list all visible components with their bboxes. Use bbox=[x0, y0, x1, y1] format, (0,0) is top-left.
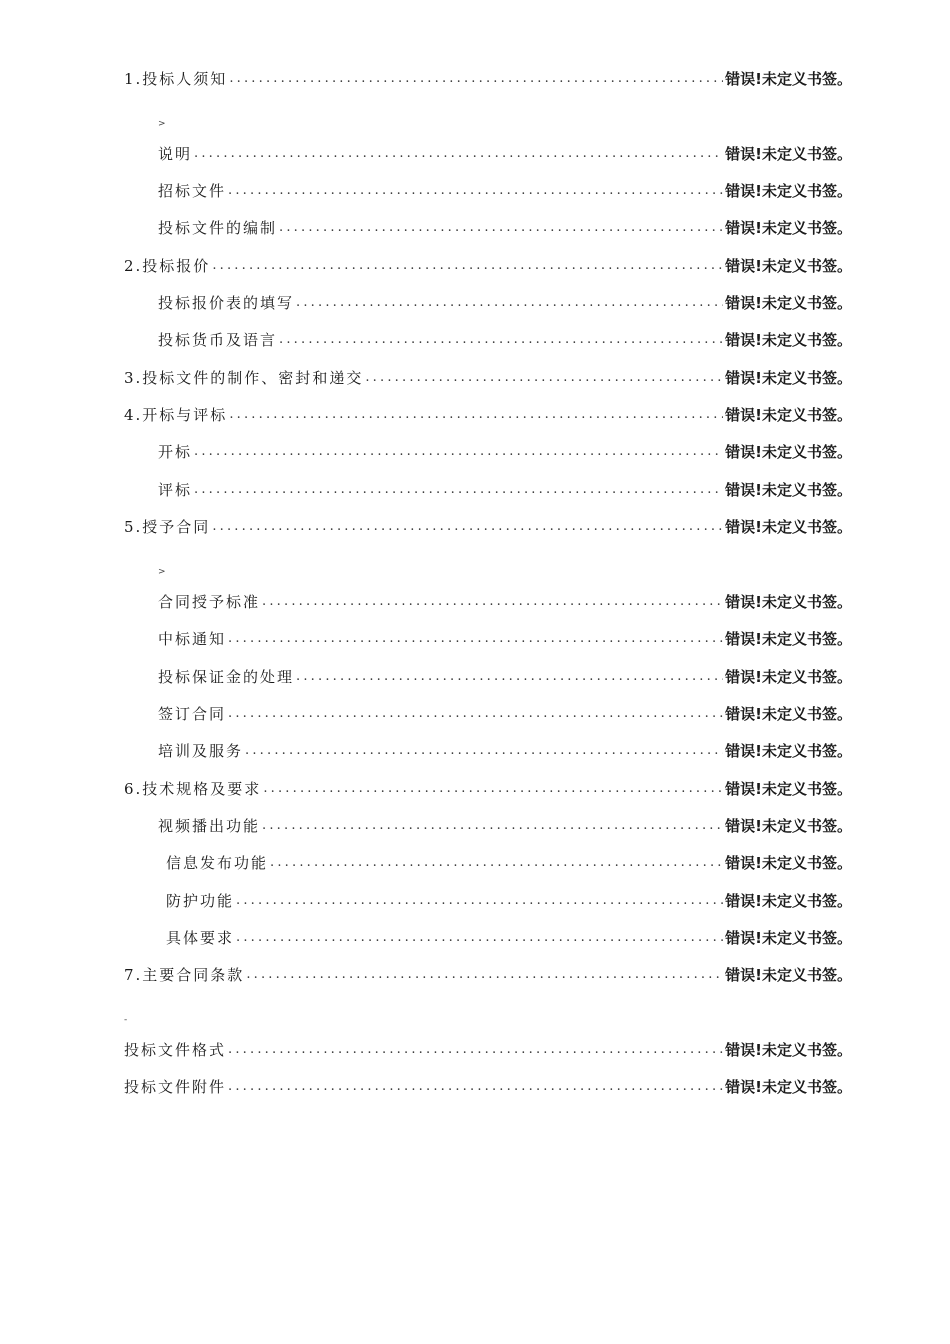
toc-entry[interactable] bbox=[124, 255, 852, 277]
toc-page-ref: 错误!未定义书签。 bbox=[725, 854, 852, 872]
stray-mark: - bbox=[124, 1015, 128, 1025]
toc-entry-label: 培训及服务 bbox=[158, 742, 244, 760]
toc-entry-label: 视频播出功能 bbox=[158, 817, 261, 835]
dot-leader bbox=[236, 890, 723, 912]
toc-page-ref: 错误!未定义书签。 bbox=[725, 593, 852, 611]
toc-entry-label: 3.投标文件的制作、密封和递交 bbox=[124, 369, 364, 387]
toc-entry-label: 招标文件 bbox=[158, 182, 227, 200]
toc-entry-label: 投标文件的编制 bbox=[158, 219, 278, 237]
stray-mark: > bbox=[158, 119, 166, 129]
toc-entry-label: 1.投标人须知 bbox=[124, 70, 228, 88]
dot-leader bbox=[296, 292, 723, 314]
toc-page-ref: 错误!未定义书签。 bbox=[725, 182, 852, 200]
toc-entry[interactable] bbox=[158, 441, 852, 463]
dot-leader bbox=[262, 815, 723, 837]
toc-page-ref: 错误!未定义书签。 bbox=[725, 780, 852, 798]
toc-entry[interactable] bbox=[158, 740, 852, 762]
dot-leader bbox=[365, 367, 723, 389]
dot-leader bbox=[228, 628, 723, 650]
toc-entry[interactable] bbox=[158, 815, 852, 837]
toc-entry[interactable] bbox=[158, 217, 852, 239]
toc-entry-label: 开标 bbox=[158, 443, 193, 461]
dot-leader bbox=[246, 964, 723, 986]
toc-entry-label: 5.授予合同 bbox=[124, 518, 211, 536]
dot-leader bbox=[262, 591, 723, 613]
toc-page-ref: 错误!未定义书签。 bbox=[725, 929, 852, 947]
toc-page-ref: 错误!未定义书签。 bbox=[725, 742, 852, 760]
toc-entry[interactable] bbox=[124, 404, 852, 426]
toc-entry-label: 签订合同 bbox=[158, 705, 227, 723]
dot-leader bbox=[279, 329, 723, 351]
toc-entry-label: 合同授予标准 bbox=[158, 593, 261, 611]
dot-leader bbox=[228, 703, 723, 725]
toc-entry[interactable] bbox=[124, 68, 852, 90]
dot-leader bbox=[228, 1076, 723, 1098]
toc-entry[interactable] bbox=[124, 778, 852, 800]
toc-entry[interactable] bbox=[124, 1076, 852, 1098]
dot-leader bbox=[212, 516, 723, 538]
toc-entry[interactable] bbox=[166, 852, 852, 874]
toc-entry-label: 7.主要合同条款 bbox=[124, 966, 245, 984]
toc-entry-label: 投标文件格式 bbox=[124, 1041, 227, 1059]
toc-page-ref: 错误!未定义书签。 bbox=[725, 70, 852, 88]
dot-leader bbox=[229, 68, 723, 90]
toc-entry-label: 投标货币及语言 bbox=[158, 331, 278, 349]
toc-entry[interactable] bbox=[158, 180, 852, 202]
toc-page-ref: 错误!未定义书签。 bbox=[725, 257, 852, 275]
toc-page-ref: 错误!未定义书签。 bbox=[725, 145, 852, 163]
dot-leader bbox=[194, 479, 723, 501]
toc-page-ref: 错误!未定义书签。 bbox=[725, 966, 852, 984]
toc-entry[interactable] bbox=[124, 1039, 852, 1061]
toc-page-ref: 错误!未定义书签。 bbox=[725, 1078, 852, 1096]
dot-leader bbox=[263, 778, 723, 800]
toc-entry-label: 评标 bbox=[158, 481, 193, 499]
toc-entry-label: 投标保证金的处理 bbox=[158, 668, 295, 686]
toc-page-ref: 错误!未定义书签。 bbox=[725, 668, 852, 686]
toc-entry[interactable] bbox=[158, 591, 852, 613]
toc-page-ref: 错误!未定义书签。 bbox=[725, 518, 852, 536]
dot-leader bbox=[229, 404, 723, 426]
toc-page-ref: 错误!未定义书签。 bbox=[725, 481, 852, 499]
toc-entry-label: 4.开标与评标 bbox=[124, 406, 228, 424]
toc-entry[interactable] bbox=[166, 890, 852, 912]
dot-leader bbox=[228, 1039, 723, 1061]
toc-entry-label: 投标文件附件 bbox=[124, 1078, 227, 1096]
toc-page-ref: 错误!未定义书签。 bbox=[725, 406, 852, 424]
dot-leader bbox=[236, 927, 723, 949]
toc-entry[interactable] bbox=[158, 143, 852, 165]
stray-mark: > bbox=[158, 567, 166, 577]
toc-entry-label: 具体要求 bbox=[166, 929, 235, 947]
toc-page-ref: 错误!未定义书签。 bbox=[725, 369, 852, 387]
toc-entry-label: 信息发布功能 bbox=[166, 854, 269, 872]
dot-leader bbox=[212, 255, 723, 277]
toc-entry[interactable] bbox=[158, 703, 852, 725]
dot-leader bbox=[228, 180, 723, 202]
dot-leader bbox=[245, 740, 723, 762]
dot-leader bbox=[279, 217, 723, 239]
toc-entry-label: 防护功能 bbox=[166, 892, 235, 910]
toc-entry-label: 6.技术规格及要求 bbox=[124, 780, 262, 798]
toc-entry-label: 说明 bbox=[158, 145, 193, 163]
toc-entry[interactable] bbox=[158, 329, 852, 351]
toc-page-ref: 错误!未定义书签。 bbox=[725, 630, 852, 648]
dot-leader bbox=[296, 666, 723, 688]
toc-entry[interactable] bbox=[124, 516, 852, 538]
dot-leader bbox=[194, 441, 723, 463]
toc-entry[interactable] bbox=[124, 367, 852, 389]
toc-entry[interactable] bbox=[166, 927, 852, 949]
toc-entry-label: 投标报价表的填写 bbox=[158, 294, 295, 312]
dot-leader bbox=[194, 143, 723, 165]
toc-page-ref: 错误!未定义书签。 bbox=[725, 294, 852, 312]
toc-entry-label: 2.投标报价 bbox=[124, 257, 211, 275]
toc-page-ref: 错误!未定义书签。 bbox=[725, 892, 852, 910]
toc-entry[interactable] bbox=[158, 628, 852, 650]
toc-entry[interactable] bbox=[158, 479, 852, 501]
toc-entry[interactable] bbox=[158, 666, 852, 688]
toc-page-ref: 错误!未定义书签。 bbox=[725, 1041, 852, 1059]
toc-entry[interactable] bbox=[124, 964, 852, 986]
dot-leader bbox=[270, 852, 723, 874]
toc-page-ref: 错误!未定义书签。 bbox=[725, 443, 852, 461]
toc-entry[interactable] bbox=[158, 292, 852, 314]
toc-page-ref: 错误!未定义书签。 bbox=[725, 705, 852, 723]
toc-page-ref: 错误!未定义书签。 bbox=[725, 219, 852, 237]
toc-page-ref: 错误!未定义书签。 bbox=[725, 331, 852, 349]
toc-entry-label: 中标通知 bbox=[158, 630, 227, 648]
toc-page-ref: 错误!未定义书签。 bbox=[725, 817, 852, 835]
